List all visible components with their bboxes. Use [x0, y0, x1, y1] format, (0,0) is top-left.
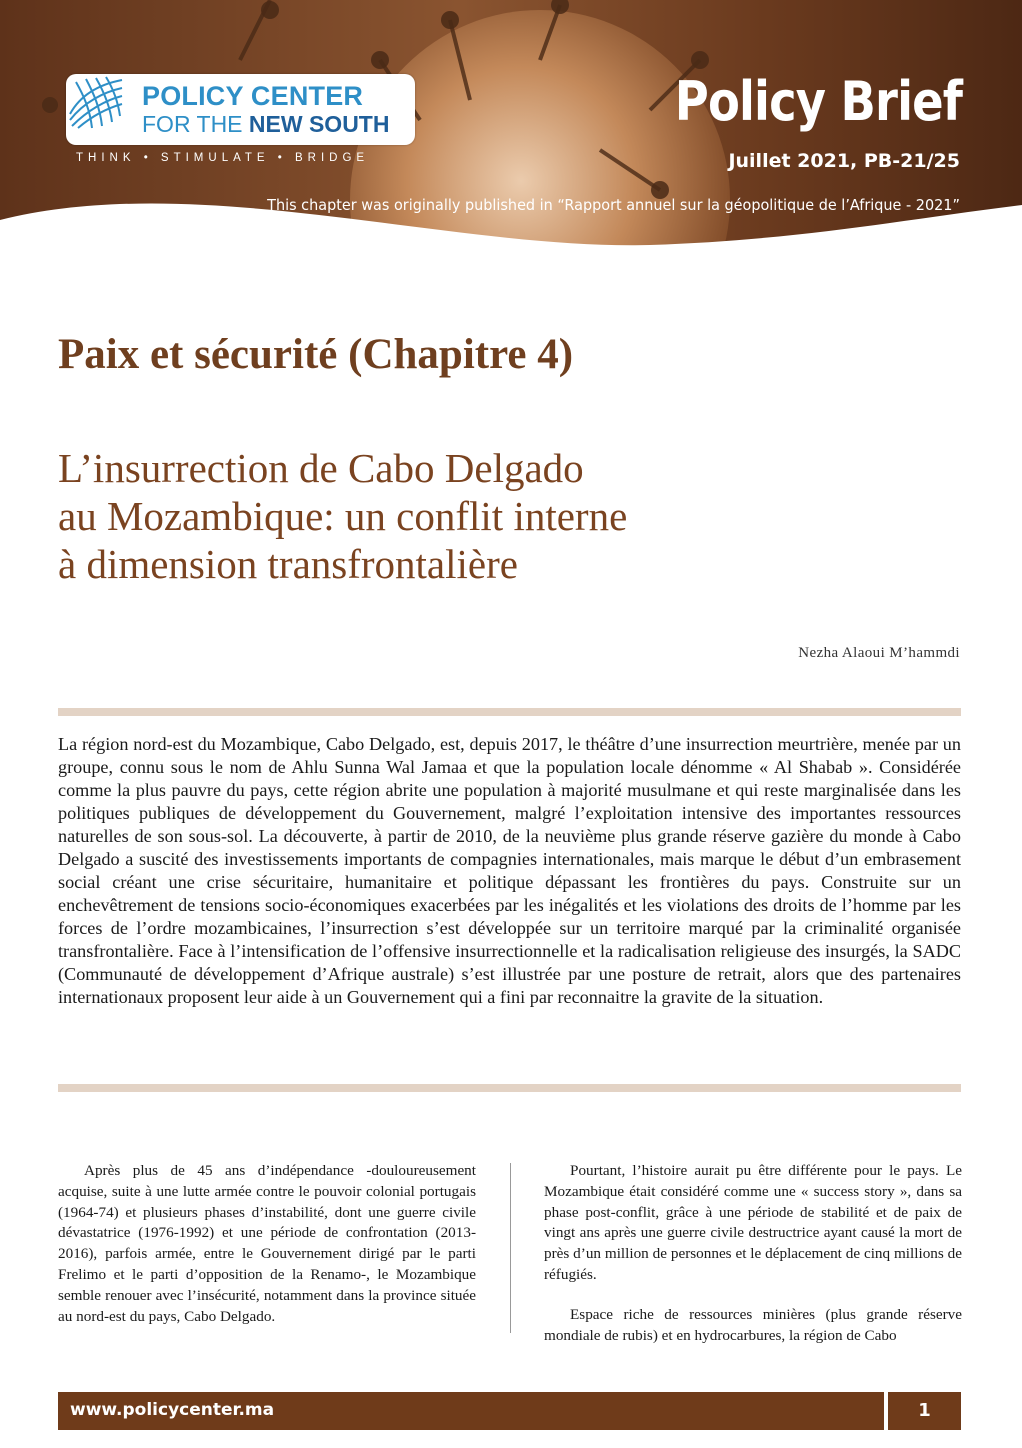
author-name: Nezha Alaoui M’hammdi — [798, 645, 960, 661]
origin-note: This chapter was originally published in “Rapport annuel sur la géopolitique de l’Afrique - 2021” — [267, 196, 960, 214]
footer-url-link[interactable]: www.policycenter.ma — [70, 1400, 275, 1420]
paragraph: Espace riche de ressources minières (plus grande réserve mondiale de rubis) et en hydrocarbures, la région de Cabo — [544, 1305, 962, 1344]
section-title: Paix et sécurité (Chapitre 4) — [58, 331, 574, 378]
logo — [66, 74, 415, 145]
document-type: Policy Brief — [674, 70, 962, 133]
document-reference: Juillet 2021, PB-21/25 — [728, 150, 960, 172]
logo-tagline: THINK • STIMULATE • BRIDGE — [76, 152, 370, 164]
title-line: à dimension transfrontalière — [58, 541, 518, 587]
paragraph: Pourtant, l’histoire aurait pu être différente pour le pays. Le Mozambique était considéré comme une « success story », dans sa phase post-conflit, grâce à une période de stabilité et de paix de vingt ans après une guerre civile destructrice ayant causé la mort de près d’un million de personnes et le déplacement de cinq millions de réfugiés. — [544, 1162, 962, 1283]
divider-top — [58, 708, 961, 716]
abstract-text: La région nord-est du Mozambique, Cabo Delgado, est, depuis 2017, le théâtre d’une insurrection meurtrière, menée par un groupe, connu sous le nom de Ahlu Sunna Wal Jamaa et que la population locale dénomme « Al Shabab ». Considérée comme la plus pauvre du pays, cette région abrite une population à majorité musulmane et qui reste marginalisée dans les politiques publiques de développement du Gouvernement, malgré l’exploitation intensive des importantes ressources naturelles de son sous-sol. La découverte, à partir de 2010, de la neuvième plus grande réserve gazière du monde à Cabo Delgado a suscité des investissements importants de compagnies internationales, mais marque le début d’un embrasement social créant une crise sécuritaire, humanitaire et politique dépassant les frontières du pays. Construite sur un enchevêtrement de tensions socio-économiques exacerbées par les inégalités et les violations des droits de l’homme par les forces de l’ordre mozambicaines, l’insurrection s’est développée sur un territoire marqué par la criminalité organisée transfrontalière. Face à l’intensification de l’offensive insurrectionnelle et la radicalisation religieuse des insurgés, la SADC (Communauté de développement d’Afrique australe) s’est illustrée par une posture de retrait, alors que des partenaires internationaux proposent leur aide à un Gouvernement qui a fini par reconnaitre la gravite de la situation. — [58, 734, 961, 1007]
body-column-left — [58, 1161, 476, 1346]
logo-text-line1: POLICY CENTER — [142, 81, 364, 111]
paragraph: Après plus de 45 ans d’indépendance -douloureusement acquise, suite à une lutte armée contre le pouvoir colonial portugais (1964-74) et plusieurs phases d’instabilité, dont une guerre civile dévastatrice (1976-1992) et une période de confrontation (2013-2016), parfois armée, entre le Gouvernement dirigé par le parti Frelimo et le parti d’opposition de la Renamo-, le Mozambique semble renouer avec l’insécurité, notamment dans la province située au nord-est du pays, Cabo Delgado. — [58, 1162, 476, 1325]
footer-bar — [58, 1392, 884, 1430]
body-column-right — [544, 1161, 962, 1365]
main-title — [58, 444, 858, 588]
column-divider — [510, 1163, 511, 1333]
globe-grid-icon — [66, 74, 126, 130]
page-number: 1 — [918, 1400, 931, 1421]
title-line: L’insurrection de Cabo Delgado — [58, 445, 584, 491]
logo-text-line2: FOR THE NEW SOUTH — [142, 111, 390, 137]
divider-bottom — [58, 1084, 961, 1092]
page-number-box — [888, 1392, 961, 1430]
header-banner — [0, 0, 1022, 270]
title-line: au Mozambique: un conflit interne — [58, 493, 628, 539]
